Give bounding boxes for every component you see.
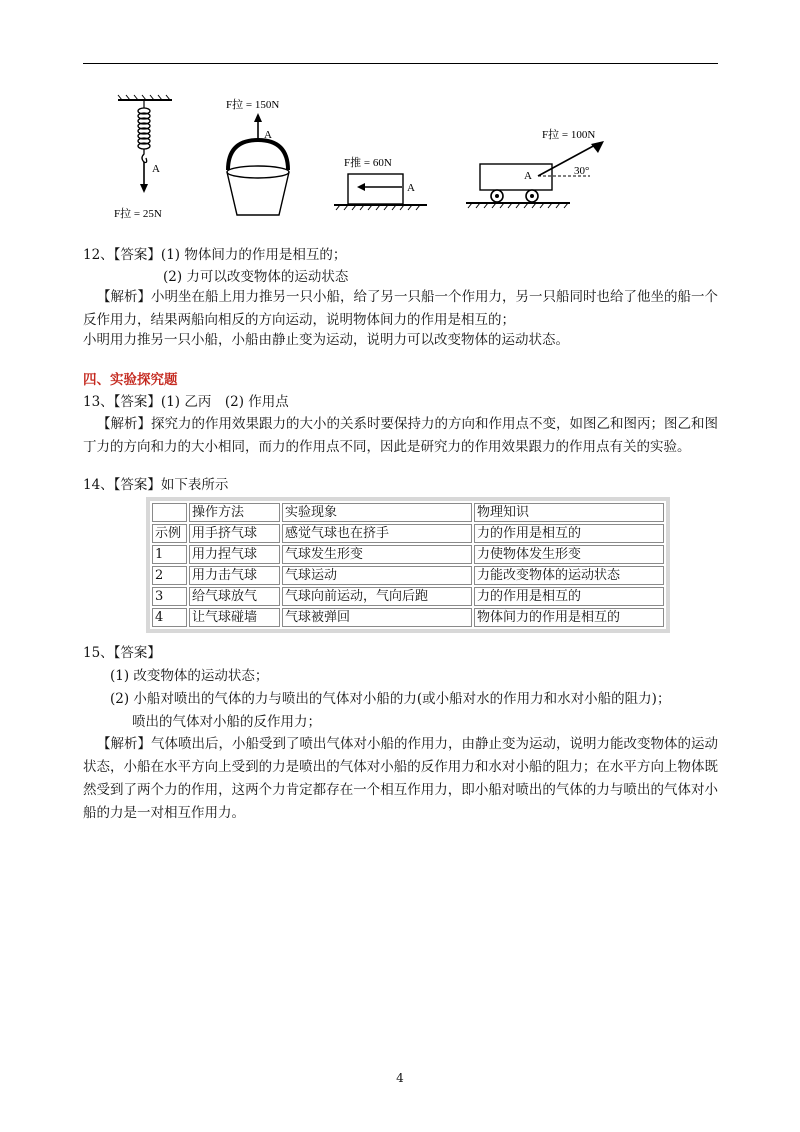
table-cell: 力使物体发生形变 bbox=[474, 545, 664, 564]
table-cell: 力的作用是相互的 bbox=[474, 524, 664, 543]
q15-answer: 15、【答案】 bbox=[83, 645, 161, 661]
table-row bbox=[152, 608, 664, 627]
table-cell: 用手挤气球 bbox=[189, 524, 280, 543]
table-cell: 感觉气球也在挤手 bbox=[282, 524, 472, 543]
spring-point-label: A bbox=[152, 163, 160, 175]
table-cell: 气球运动 bbox=[282, 566, 472, 585]
bucket-point-label: A bbox=[264, 129, 272, 141]
table-cell: 3 bbox=[152, 587, 187, 606]
q12-answer-line2: (2) 力可以改变物体的运动状态 bbox=[163, 269, 349, 285]
table-header-cell: 物理知识 bbox=[474, 503, 664, 522]
block-point-label: A bbox=[407, 182, 415, 194]
table-row bbox=[152, 587, 664, 606]
q15-item1: (1) 改变物体的运动状态； bbox=[110, 668, 269, 684]
header-rule bbox=[83, 63, 718, 64]
figure-bucket bbox=[220, 92, 310, 222]
table-cell: 物体间力的作用是相互的 bbox=[474, 608, 664, 627]
table-cell: 力能改变物体的运动状态 bbox=[474, 566, 664, 585]
table-cell: 用力击气球 bbox=[189, 566, 280, 585]
experiment-table bbox=[146, 497, 670, 633]
block-force-label: F推 = 60N bbox=[344, 157, 392, 169]
table-cell: 让气球碰墙 bbox=[189, 608, 280, 627]
q15-analysis: 【解析】气体喷出后，小船受到了喷出气体对小船的作用力，由静止变为运动，说明力能改变物体的运动状态，小船在水平方向上受到的力是喷出的气体对小船的反作用力和水对小船的阻力；在水平方向上物体既然受到了两个力的作用，这两个力肯定都存在一个相互作用力，即小船对喷出的气体的力与喷出的气体对小船的力是一对相互作用力。 bbox=[83, 736, 718, 821]
table-cell: 力的作用是相互的 bbox=[474, 587, 664, 606]
table-cell: 气球向前运动，气向后跑 bbox=[282, 587, 472, 606]
figure-block bbox=[332, 92, 432, 222]
q15-item2: (2) 小船对喷出的气体的力与喷出的气体对小船的力(或小船对水的作用力和水对小船的阻力)； bbox=[110, 691, 671, 707]
table-cell: 4 bbox=[152, 608, 187, 627]
q12-analysis-2: 小明用力推另一只小船，小船由静止变为运动，说明力可以改变物体的运动状态。 bbox=[83, 332, 569, 348]
q15-item2-cont: 喷出的气体对小船的反作用力； bbox=[132, 714, 321, 730]
table-row bbox=[152, 545, 664, 564]
table-cell: 给气球放气 bbox=[189, 587, 280, 606]
table-cell: 示例 bbox=[152, 524, 187, 543]
figure-spring bbox=[112, 92, 182, 222]
spring-force-label: F拉 = 25N bbox=[114, 208, 162, 220]
cart-point-label: A bbox=[524, 170, 532, 182]
q13-answer: 13、【答案】(1) 乙丙 (2) 作用点 bbox=[83, 394, 289, 410]
section-title: 四、实验探究题 bbox=[83, 372, 178, 388]
table-cell: 用力捏气球 bbox=[189, 545, 280, 564]
figure-cart bbox=[460, 92, 630, 222]
q12-answer-line1: 12、【答案】(1) 物体间力的作用是相互的； bbox=[83, 247, 347, 263]
cart-angle-label: 30° bbox=[574, 165, 590, 177]
table-cell: 气球被弹回 bbox=[282, 608, 472, 627]
table-header-row bbox=[152, 503, 664, 522]
q13-analysis: 【解析】探究力的作用效果跟力的大小的关系时要保持力的方向和作用点不变，如图乙和图丙；图乙和图丁力的方向和力的大小相同，而力的作用点不同，因此是研究力的作用效果跟力的作用点有关的实验。 bbox=[83, 416, 718, 455]
table-header-cell: 操作方法 bbox=[189, 503, 280, 522]
bucket-force-label: F拉 = 150N bbox=[226, 99, 280, 111]
table-row bbox=[152, 566, 664, 585]
table-cell: 2 bbox=[152, 566, 187, 585]
table-cell: 气球发生形变 bbox=[282, 545, 472, 564]
table-row bbox=[152, 524, 664, 543]
table-header-cell bbox=[152, 503, 187, 522]
cart-force-label: F拉 = 100N bbox=[542, 129, 596, 141]
page-number: 4 bbox=[396, 1071, 404, 1085]
table-cell: 1 bbox=[152, 545, 187, 564]
table-header-cell: 实验现象 bbox=[282, 503, 472, 522]
q12-analysis: 【解析】小明坐在船上用力推另一只小船，给了另一只船一个作用力，另一只船同时也给了他坐的船一个反作用力，结果两船向相反的方向运动，说明物体间力的作用是相互的； bbox=[83, 289, 718, 328]
q14-answer: 14、【答案】如下表所示 bbox=[83, 477, 229, 493]
